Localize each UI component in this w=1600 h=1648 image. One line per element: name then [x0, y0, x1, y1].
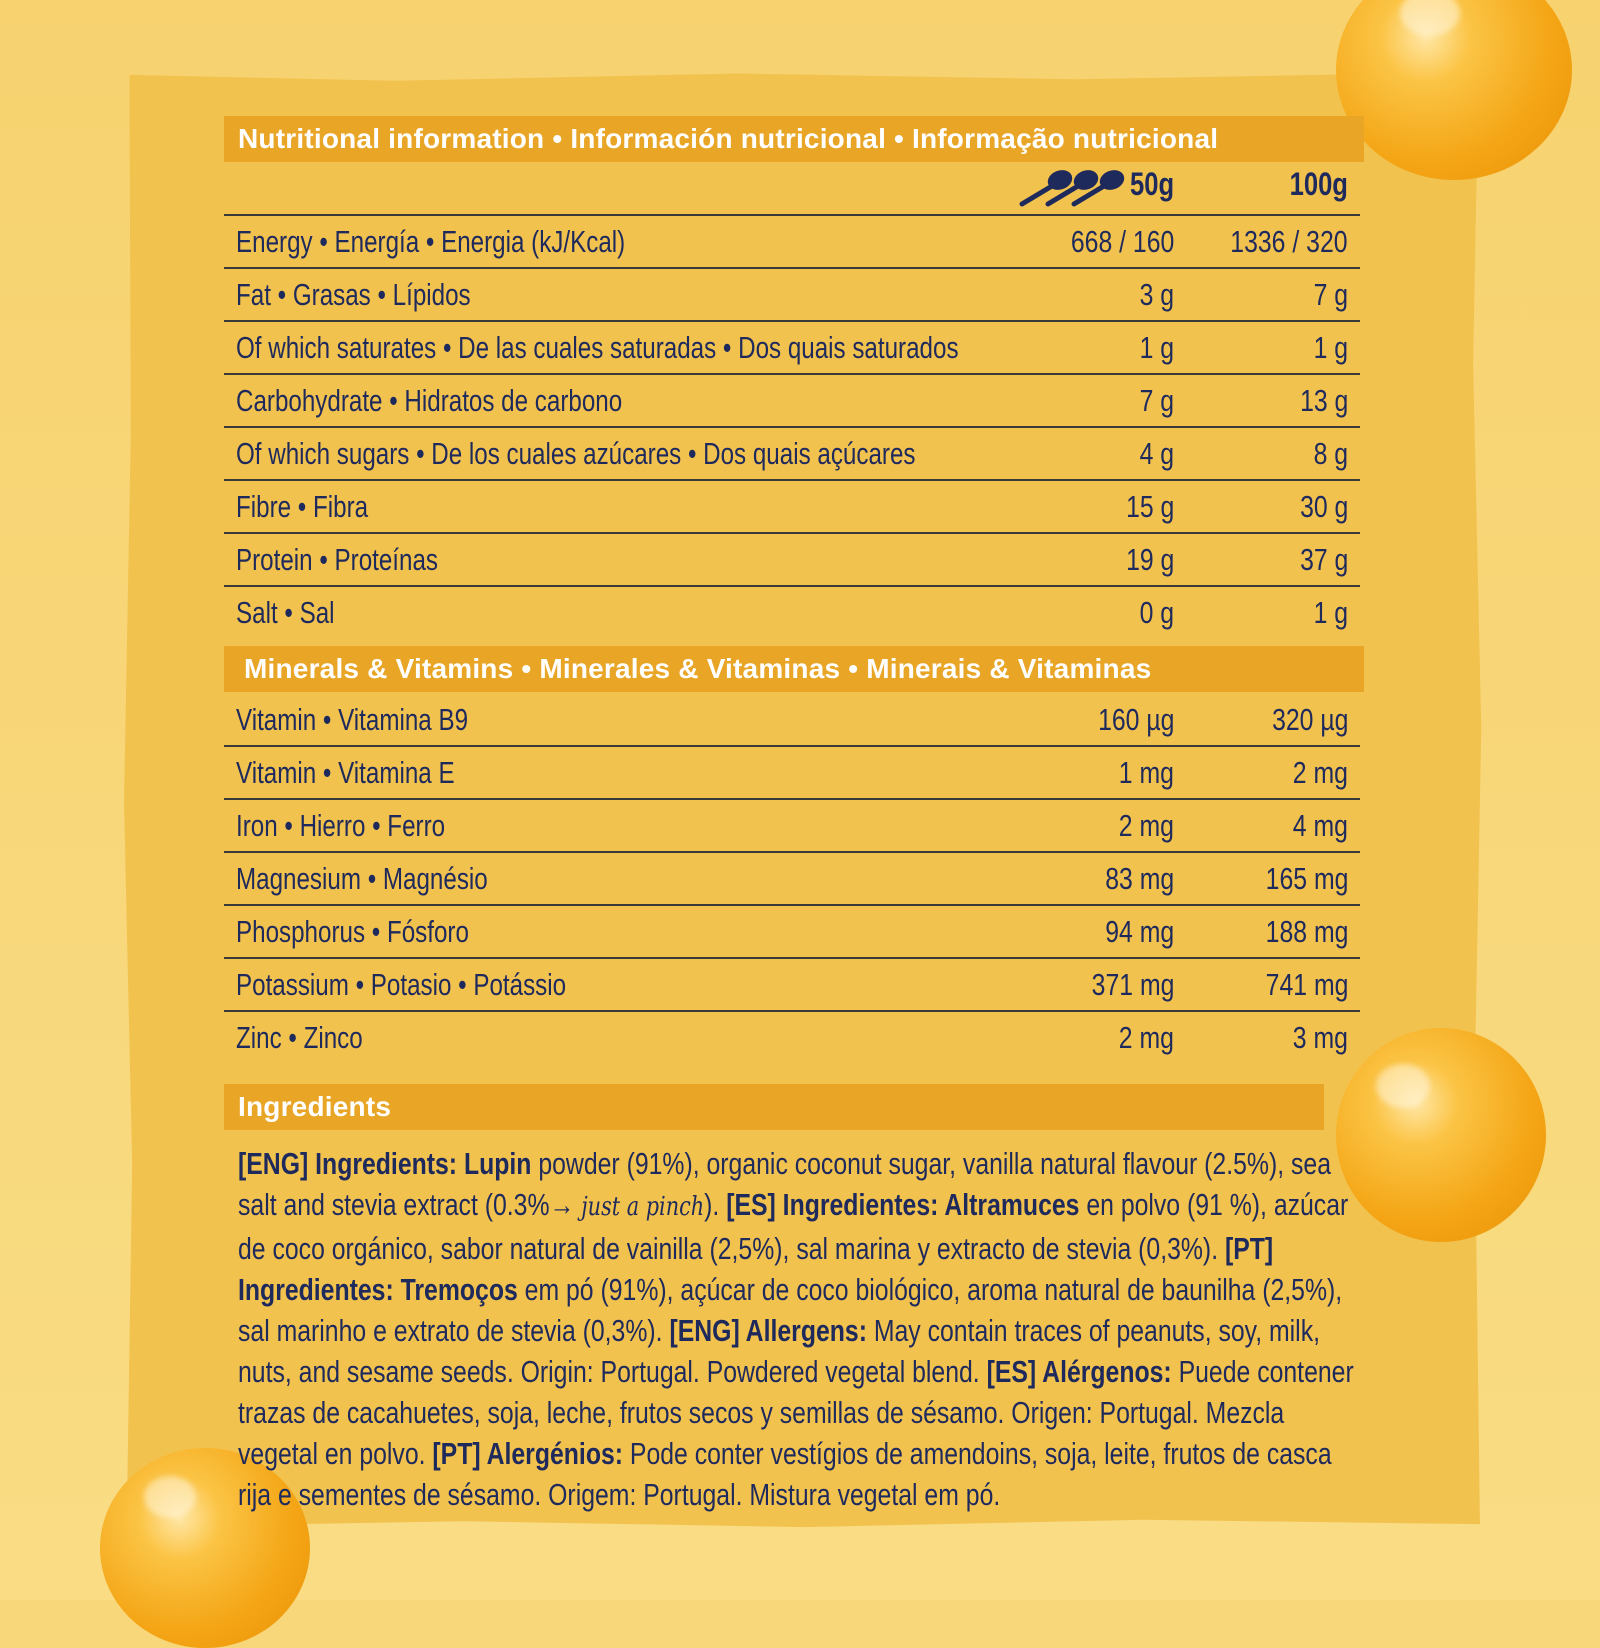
value-50g: 2 mg	[1118, 1020, 1174, 1055]
table-row	[224, 428, 1360, 481]
nutrition-title: Nutritional information • Información nutricional • Informação nutricional	[224, 116, 1364, 162]
table-row	[224, 322, 1360, 375]
value-100g: 741 mg	[1265, 967, 1348, 1002]
ingredients-paragraph	[238, 1143, 1368, 1515]
value-100g: 37 g	[1299, 542, 1348, 577]
value-100g: 1 g	[1313, 595, 1348, 630]
ingredients-segment: [ES] Ingredientes: Altramuces	[726, 1187, 1080, 1222]
table-row	[224, 1012, 1360, 1063]
row-label: Iron • Hierro • Ferro	[236, 808, 446, 843]
value-50g: 19 g	[1125, 542, 1174, 577]
value-50g: 0 g	[1139, 595, 1174, 630]
value-50g: 1 g	[1139, 330, 1174, 365]
table-row	[224, 534, 1360, 587]
ingredients-segment: powder (91%), organic coconut sugar, vanilla natural flavour (2.5%), sea salt and stevia extract (0.3%→	[238, 1146, 1331, 1222]
value-50g: 160 µg	[1097, 702, 1174, 737]
value-100g: 3 mg	[1292, 1020, 1348, 1055]
table-row	[224, 853, 1360, 906]
row-label: Zinc • Zinco	[236, 1020, 363, 1055]
row-label: Vitamin • Vitamina B9	[236, 702, 469, 737]
ingredients-segment: ).	[704, 1187, 727, 1222]
ingredients-segment: [PT] Ingredientes: Tremoços	[238, 1231, 1274, 1307]
spoon-icon	[1018, 168, 1128, 208]
row-label: Of which sugars • De los cuales azúcares • Dos quais açúcares	[236, 436, 916, 471]
ingredients-segment: en polvo (91 %), azúcar de coco orgánico, sabor natural de vainilla (2,5%), sal marina y extracto de stevia (0,3%).	[238, 1187, 1349, 1266]
row-label: Carbohydrate • Hidratos de carbono	[236, 383, 623, 418]
value-100g: 1 g	[1313, 330, 1348, 365]
ingredients-segment: May contain traces of peanuts, soy, milk, nuts, and sesame seeds. Origin: Portugal. Powdered vegetal blend.	[238, 1313, 1320, 1389]
row-label: Magnesium • Magnésio	[236, 861, 488, 896]
value-100g: 13 g	[1299, 383, 1348, 418]
value-50g: 83 mg	[1105, 861, 1174, 896]
value-50g: 4 g	[1139, 436, 1174, 471]
value-50g: 668 / 160	[1070, 224, 1174, 259]
table-row	[224, 694, 1360, 747]
minerals-table	[224, 694, 1360, 1063]
column-header-50g: 50g	[1129, 166, 1174, 202]
ingredients-title: Ingredients	[224, 1084, 1324, 1130]
ingredients-segment: just a pinch	[581, 1192, 705, 1222]
value-100g: 188 mg	[1265, 914, 1348, 949]
table-row	[224, 959, 1360, 1012]
ingredients-segment: [ENG] Allergens:	[669, 1313, 867, 1348]
value-50g: 1 mg	[1118, 755, 1174, 790]
ingredients-segment: Pode conter vestígios de amendoins, soja, leite, frutos de casca rija e sementes de sésamo. Origem: Portugal. Mistura vegetal em pó.	[238, 1436, 1332, 1512]
portion-header	[224, 162, 1360, 216]
row-label: Fat • Grasas • Lípidos	[236, 277, 471, 312]
nutrition-table	[224, 216, 1360, 638]
ingredients-segment: [ES] Alérgenos:	[986, 1354, 1172, 1389]
value-100g: 2 mg	[1292, 755, 1348, 790]
table-row	[224, 375, 1360, 428]
row-label: Protein • Proteínas	[236, 542, 439, 577]
value-50g: 7 g	[1139, 383, 1174, 418]
row-label: Of which saturates • De las cuales saturadas • Dos quais saturados	[236, 330, 959, 365]
row-label: Vitamin • Vitamina E	[236, 755, 455, 790]
row-label: Phosphorus • Fósforo	[236, 914, 469, 949]
value-50g: 94 mg	[1105, 914, 1174, 949]
column-header-100g: 100g	[1289, 166, 1348, 202]
value-100g: 30 g	[1299, 489, 1348, 524]
value-100g: 7 g	[1313, 277, 1348, 312]
value-100g: 165 mg	[1265, 861, 1348, 896]
ingredients-segment: em pó (91%), açúcar de coco biológico, aroma natural de baunilha (2,5%), sal marinho e extrato de stevia (0,3%).	[238, 1272, 1343, 1348]
value-50g: 15 g	[1125, 489, 1174, 524]
row-label: Fibre • Fibra	[236, 489, 369, 524]
row-label: Salt • Sal	[236, 595, 335, 630]
value-100g: 8 g	[1313, 436, 1348, 471]
table-row	[224, 800, 1360, 853]
ingredients-segment: [PT] Alergénios:	[432, 1436, 624, 1471]
value-50g: 2 mg	[1118, 808, 1174, 843]
value-100g: 1336 / 320	[1230, 224, 1348, 259]
ingredients-segment: [ENG] Ingredients: Lupin	[238, 1146, 532, 1181]
value-100g: 320 µg	[1271, 702, 1348, 737]
table-row	[224, 269, 1360, 322]
ingredients-segment: Puede contener trazas de cacahuetes, soja, leche, frutos secos y semillas de sésamo. Origen: Portugal. Mezcla vegetal en polvo.	[238, 1354, 1354, 1471]
value-50g: 3 g	[1139, 277, 1174, 312]
row-label: Potassium • Potasio • Potássio	[236, 967, 567, 1002]
value-100g: 4 mg	[1292, 808, 1348, 843]
minerals-title: Minerals & Vitamins • Minerales & Vitaminas • Minerais & Vitaminas	[224, 646, 1364, 692]
table-row	[224, 747, 1360, 800]
table-row	[224, 587, 1360, 638]
table-row	[224, 216, 1360, 269]
row-label: Energy • Energía • Energia (kJ/Kcal)	[236, 224, 626, 259]
ingredients-text	[238, 1143, 1368, 1515]
value-50g: 371 mg	[1091, 967, 1174, 1002]
table-row	[224, 481, 1360, 534]
table-row	[224, 906, 1360, 959]
